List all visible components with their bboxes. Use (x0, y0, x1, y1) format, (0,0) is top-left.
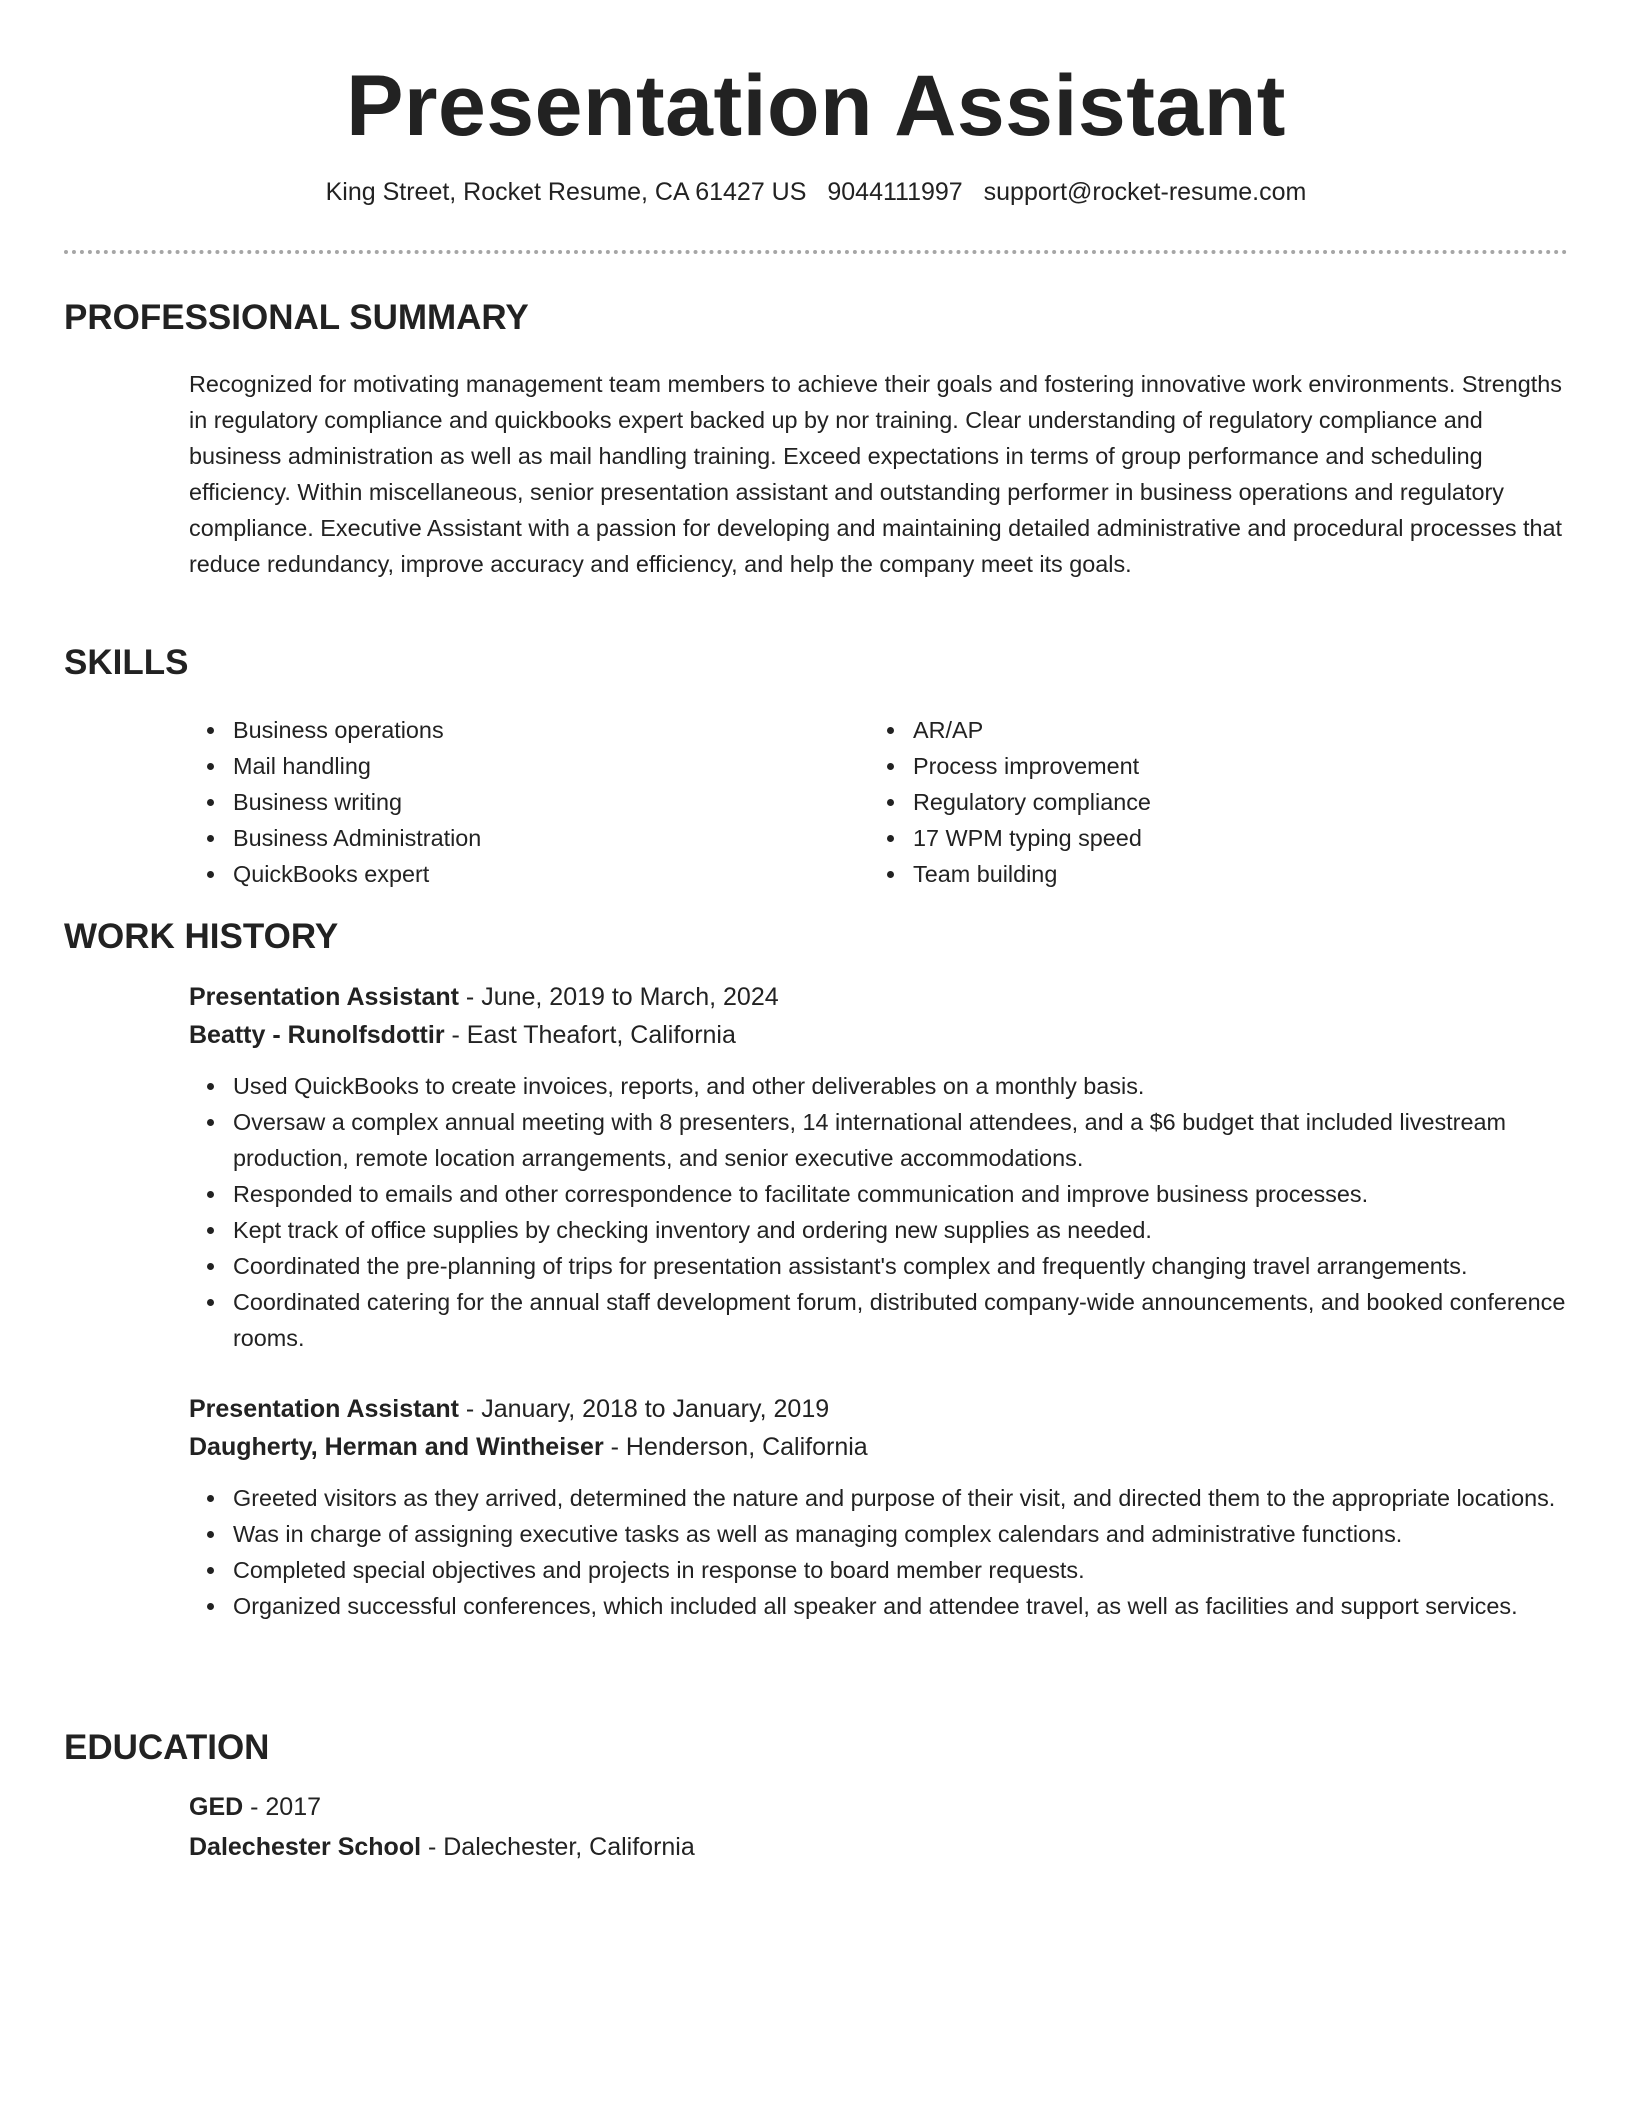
job-entry (189, 1390, 1569, 1624)
job-bullet: Oversaw a complex annual meeting with 8 presenters, 14 international attendees, and a $6 budget that included livestream production, remote location arrangements, and senior executive accommodations. (233, 1104, 1569, 1176)
job-role: Presentation Assistant (189, 1395, 459, 1423)
skill-item: Business Administration (233, 820, 869, 856)
education-degree: GED (189, 1793, 244, 1821)
job-bullets (189, 1480, 1569, 1624)
contact-address: King Street, Rocket Resume, CA 61427 US (325, 178, 807, 206)
skill-item: 17 WPM typing speed (913, 820, 1549, 856)
contact-email: support@rocket-resume.com (983, 178, 1307, 206)
skill-item: AR/AP (913, 712, 1549, 748)
education-entry (189, 1788, 1569, 1866)
resume-name: Presentation Assistant (346, 58, 1286, 154)
contact-phone: 9044111997 (827, 178, 963, 206)
job-company: Beatty - Runolfsdottir (189, 1021, 445, 1049)
job-title-line (189, 1390, 1569, 1428)
skill-item: Business writing (233, 784, 869, 820)
summary-heading: PROFESSIONAL SUMMARY (64, 298, 529, 337)
education-school-line (189, 1828, 1569, 1866)
job-bullet: Responded to emails and other correspondence to facilitate communication and improve business processes. (233, 1176, 1569, 1212)
skills-column-left (189, 712, 869, 892)
skill-item: Regulatory compliance (913, 784, 1549, 820)
job-title-line (189, 978, 1569, 1016)
job-bullet: Organized successful conferences, which included all speaker and attendee travel, as well as facilities and support services. (233, 1588, 1569, 1624)
job-company-line (189, 1428, 1569, 1466)
skill-item: Team building (913, 856, 1549, 892)
job-bullets (189, 1068, 1569, 1356)
job-entry (189, 978, 1569, 1356)
job-bullet: Completed special objectives and projects in response to board member requests. (233, 1552, 1569, 1588)
job-bullet: Coordinated the pre-planning of trips for presentation assistant's complex and frequently changing travel arrangements. (233, 1248, 1569, 1284)
job-company: Daugherty, Herman and Wintheiser (189, 1433, 604, 1461)
skills-column-right (869, 712, 1549, 892)
skill-item: Business operations (233, 712, 869, 748)
skill-item: Mail handling (233, 748, 869, 784)
job-bullet: Greeted visitors as they arrived, determined the nature and purpose of their visit, and directed them to the appropriate locations. (233, 1480, 1569, 1516)
skills-heading: SKILLS (64, 643, 189, 682)
job-bullet: Used QuickBooks to create invoices, reports, and other deliverables on a monthly basis. (233, 1068, 1569, 1104)
education-school: Dalechester School (189, 1833, 422, 1861)
job-dates: - January, 2018 to January, 2019 (458, 1395, 830, 1423)
job-bullet: Kept track of office supplies by checking inventory and ordering new supplies as needed. (233, 1212, 1569, 1248)
education-heading: EDUCATION (64, 1728, 270, 1767)
education-degree-line (189, 1788, 1569, 1826)
job-dates: - June, 2019 to March, 2024 (458, 983, 779, 1011)
contact-line (0, 176, 1632, 208)
work-heading: WORK HISTORY (64, 917, 339, 956)
job-role: Presentation Assistant (189, 983, 459, 1011)
job-bullet: Coordinated catering for the annual staff development forum, distributed company-wide announcements, and booked conference rooms. (233, 1284, 1569, 1356)
job-company-line (189, 1016, 1569, 1054)
education-location: - Dalechester, California (421, 1833, 695, 1861)
job-location: - East Theafort, California (444, 1021, 736, 1049)
job-location: - Henderson, California (603, 1433, 868, 1461)
summary-text: Recognized for motivating management team members to achieve their goals and fostering innovative work environments. Strengths in regulatory compliance and quickbooks expert backed up by nor training. Clear understanding of regulatory compliance and business administration as well as mail handling training. Exceed expectations in terms of group performance and scheduling efficiency. Within miscellaneous, senior presentation assistant and outstanding performer in business operations and regulatory compliance. Executive Assistant with a passion for developing and maintaining detailed administrative and procedural processes that reduce redundancy, improve accuracy and efficiency, and help the company meet its goals. (189, 371, 1563, 577)
skills-list (189, 712, 1569, 892)
skill-item: Process improvement (913, 748, 1549, 784)
header-divider (64, 250, 1568, 254)
skill-item: QuickBooks expert (233, 856, 869, 892)
job-bullet: Was in charge of assigning executive tasks as well as managing complex calendars and administrative functions. (233, 1516, 1569, 1552)
education-year: - 2017 (243, 1793, 322, 1821)
